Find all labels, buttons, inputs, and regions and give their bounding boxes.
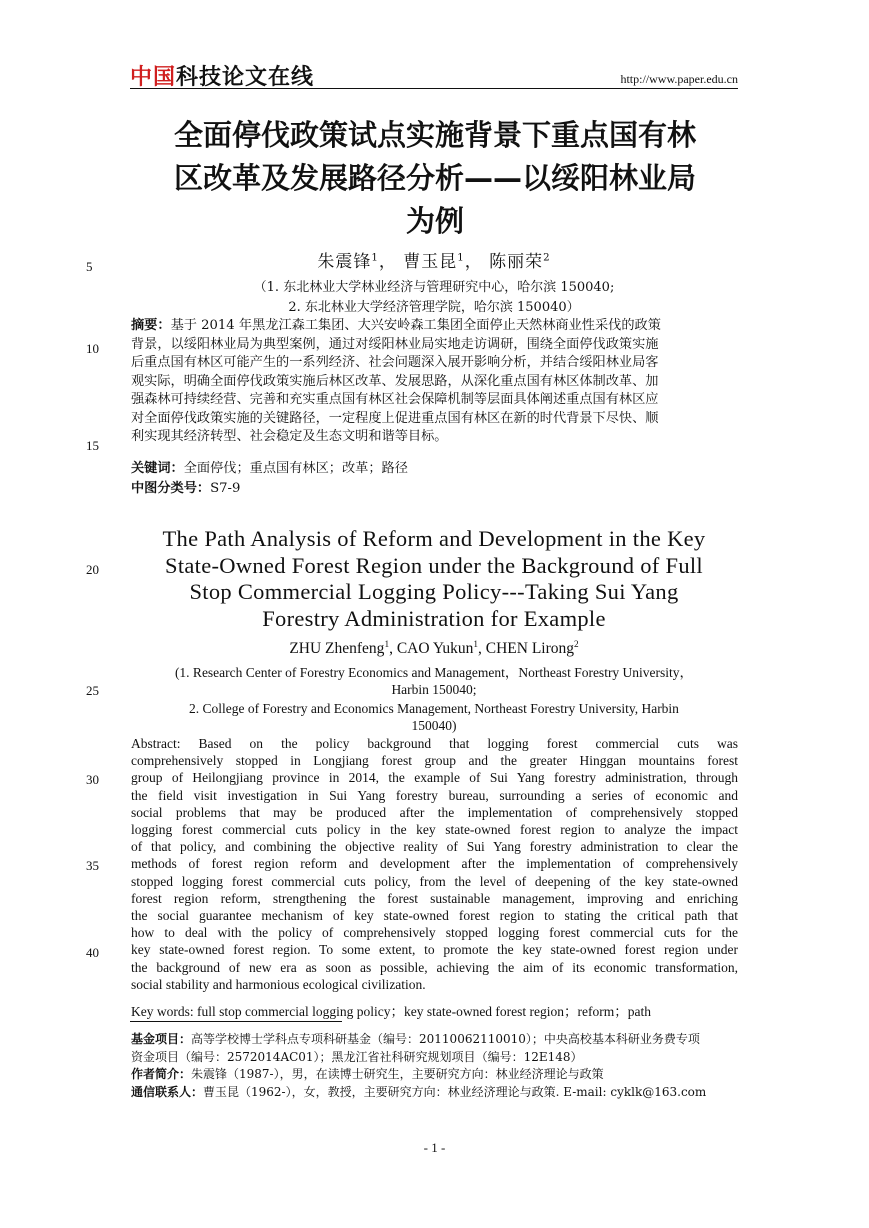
- abstract-cn-line: 利实现其经济转型、社会稳定及生态文明和谐等目标。: [131, 429, 448, 444]
- keywords-cn-text: 全面停伐；重点国有林区；改革；路径: [183, 461, 408, 476]
- abstract-cn-line: 背景，以绥阳林业局为典型案例，通过对绥阳林业局实地走访调研，围绕全面停伐政策实施: [131, 336, 659, 352]
- author-name: ZHU Zhenfeng: [289, 640, 385, 657]
- abstract-en-label: Abstract:: [131, 736, 181, 751]
- abstract-en-line: comprehensively stopped in Longjiang forest group and the greater Hinggan mountains forest: [131, 753, 738, 769]
- affiliation-cn: 2. 东北林业大学经济管理学院，哈尔滨 150040）: [288, 300, 580, 315]
- affiliation-cn: （1. 东北林业大学林业经济与管理研究中心，哈尔滨 150040;: [253, 280, 615, 295]
- title-en-line: Stop Commercial Logging Policy---Taking Sui Yang: [189, 579, 679, 604]
- keywords-cn-label: 关键词：: [131, 461, 184, 476]
- classification-cn-text: S7-9: [210, 481, 241, 496]
- abstract-en-line: of that policy, and combining the objective reality of Sui Yang forestry administration to clear the: [131, 839, 738, 855]
- line-number: 40: [86, 945, 99, 960]
- author-name: 朱震锋: [317, 252, 372, 272]
- fund-text: 高等学校博士学科点专项科研基金（编号：20110062110010）；中央高校基本科研业务费专项: [191, 1032, 700, 1046]
- abstract-en-line: forest region reform, strengthening the forest sustainable management, improving and enriching: [131, 890, 738, 906]
- classification-cn-label: 中图分类号：: [131, 481, 211, 496]
- abstract-en-line: group of Heilongjiang province in 2014, the example of Sui Yang forestry administration, through: [131, 770, 738, 786]
- line-number: 35: [86, 858, 99, 873]
- author-sup: 1: [473, 639, 479, 650]
- abstract-en-line: methods of forest region reform and development after the implementation of comprehensively: [131, 856, 738, 872]
- line-number: 15: [86, 438, 99, 453]
- author-name: 曹玉昆: [403, 252, 458, 272]
- title-en-line: State-Owned Forest Region under the Background of Full: [165, 552, 703, 578]
- title-en-line: The Path Analysis of Reform and Development in the Key: [162, 526, 706, 551]
- title-cn-line: 为例: [405, 204, 464, 238]
- line-number: 30: [86, 772, 99, 787]
- abstract-en-line: key state-owned forest region. To some extent, to promote the key state-owned forest region under: [131, 942, 738, 958]
- abstract-cn-line: 基于 2014 年黑龙江森工集团、大兴安岭森工集团全面停止天然林商业性采伐的政策: [170, 318, 661, 333]
- affiliation-en: (1. Research Center of Forestry Economics and Management，Northeast Forestry University，: [174, 665, 694, 680]
- abstract-en-line: stopped logging forest commercial cuts policy, from the level of deepening of the key state-owned: [131, 873, 738, 889]
- keywords-en-label: Key words:: [131, 1004, 194, 1019]
- affiliation-en: 2. College of Forestry and Economics Management, Northeast Forestry University, Harbin: [189, 701, 679, 716]
- footnotes: [131, 1031, 738, 1101]
- abstract-en-line: Based on the policy background that logging forest commercial cuts was: [198, 736, 738, 751]
- abstract-en-line: the background of new era as soon as possible, achieving the aim of its economic transformation,: [131, 959, 738, 975]
- fund-text: 资金项目（编号：2572014AC01）；黑龙江省社科研究规划项目（编号：12E148）: [131, 1049, 583, 1064]
- authors-en: ZHU Zhenfeng$^1$, CAO Yukun$^1$, CHEN Lirong$^2$: [289, 639, 579, 657]
- title-en-line: Forestry Administration for Example: [262, 605, 606, 631]
- abstract-cn: [131, 317, 738, 447]
- title-cn: [140, 114, 730, 243]
- header-url[interactable]: http://www.paper.edu.cn: [620, 72, 738, 86]
- line-number: 20: [86, 562, 99, 577]
- fund-label: 基金项目：: [131, 1032, 192, 1046]
- abstract-en-line: how to deal with the policy of comprehensively stopped logging forest commercial cuts for the: [131, 925, 738, 941]
- abstract-cn-line: 强森林可持续经营、完善和充实重点国有林区社会保障机制等层面具体阐述重点国有林区应: [131, 392, 659, 407]
- header-rule: [130, 88, 738, 89]
- author-sup: 2: [543, 252, 551, 264]
- author-sup: 2: [574, 639, 579, 650]
- author-sup: 1: [457, 252, 465, 264]
- keywords-cn: [131, 457, 408, 476]
- authors-cn: 朱震锋$^1$， 曹玉昆$^1$， 陈丽荣$^2$: [317, 252, 551, 272]
- abstract-cn-line: 对全面停伐政策实施的关键路径，一定程度上促进重点国有林区在新的时代背景下尽快、顺: [131, 410, 659, 426]
- abstract-en: [131, 735, 738, 993]
- author-intro-text: 朱震锋（1987-），男，在读博士研究生，主要研究方向：林业经济理论与政策: [191, 1067, 604, 1081]
- affiliation-en: Harbin 150040;: [391, 682, 477, 697]
- line-number: 5: [86, 259, 93, 274]
- journal-logo: [130, 60, 314, 91]
- abstract-en-line: the field visit investigation in Sui Yang forestry bureau, surrounding a series of economic and: [131, 787, 738, 803]
- contact-label: 通信联系人：: [131, 1084, 204, 1099]
- abstract-cn-line: 后重点国有林区可能产生的一系列经济、社会问题深入展开影响分析，并结合绥阳林业局客: [131, 355, 659, 370]
- keywords-en-text: full stop commercial logging policy；key state-owned forest region；reform；path: [197, 1004, 652, 1019]
- author-name: CAO Yukun: [396, 640, 474, 657]
- abstract-en-line: logging forest commercial cuts policy in the key state-owned forest region to analyze the impact: [131, 822, 738, 838]
- logo-black-text: 科技论文在线: [176, 65, 315, 90]
- title-en: [130, 526, 738, 632]
- page-number: - 1 -: [423, 1140, 446, 1155]
- abstract-en-line: social stability and harmonious ecological civilization.: [131, 976, 426, 992]
- author-sup: 1: [384, 639, 390, 650]
- title-cn-line: 全面停伐政策试点实施背景下重点国有林: [173, 118, 696, 152]
- line-number: 25: [86, 683, 99, 698]
- footnote-rule: [130, 1021, 342, 1022]
- classification-cn: [131, 477, 240, 496]
- abstract-en-line: the social guarantee mechanism of key state-owned forest region to stating the critical path that: [131, 908, 738, 924]
- logo-red-text: 中国: [130, 65, 177, 90]
- author-intro-label: 作者简介：: [131, 1067, 192, 1081]
- author-sup: 1: [371, 252, 379, 264]
- keywords-en: [131, 1000, 651, 1020]
- contact-text: 曹玉昆（1962-），女，教授，主要研究方向：林业经济理论与政策. E-mail: cyklk@163.com: [203, 1084, 707, 1099]
- abstract-en-line: social problems that may be produced after the implementation of comprehensively stopped: [131, 804, 738, 820]
- author-name: 陈丽荣: [489, 252, 544, 272]
- affiliation-en: 150040): [411, 718, 457, 733]
- author-name: CHEN Lirong: [485, 640, 575, 657]
- abstract-cn-label: 摘要：: [131, 318, 171, 333]
- line-number: 10: [86, 341, 99, 356]
- title-cn-line: 区改革及发展路径分析——以绥阳林业局: [173, 161, 696, 195]
- abstract-cn-line: 观实际，明确全面停伐政策实施后林区改革、发展思路，从深化重点国有林区体制改革、加: [131, 373, 659, 389]
